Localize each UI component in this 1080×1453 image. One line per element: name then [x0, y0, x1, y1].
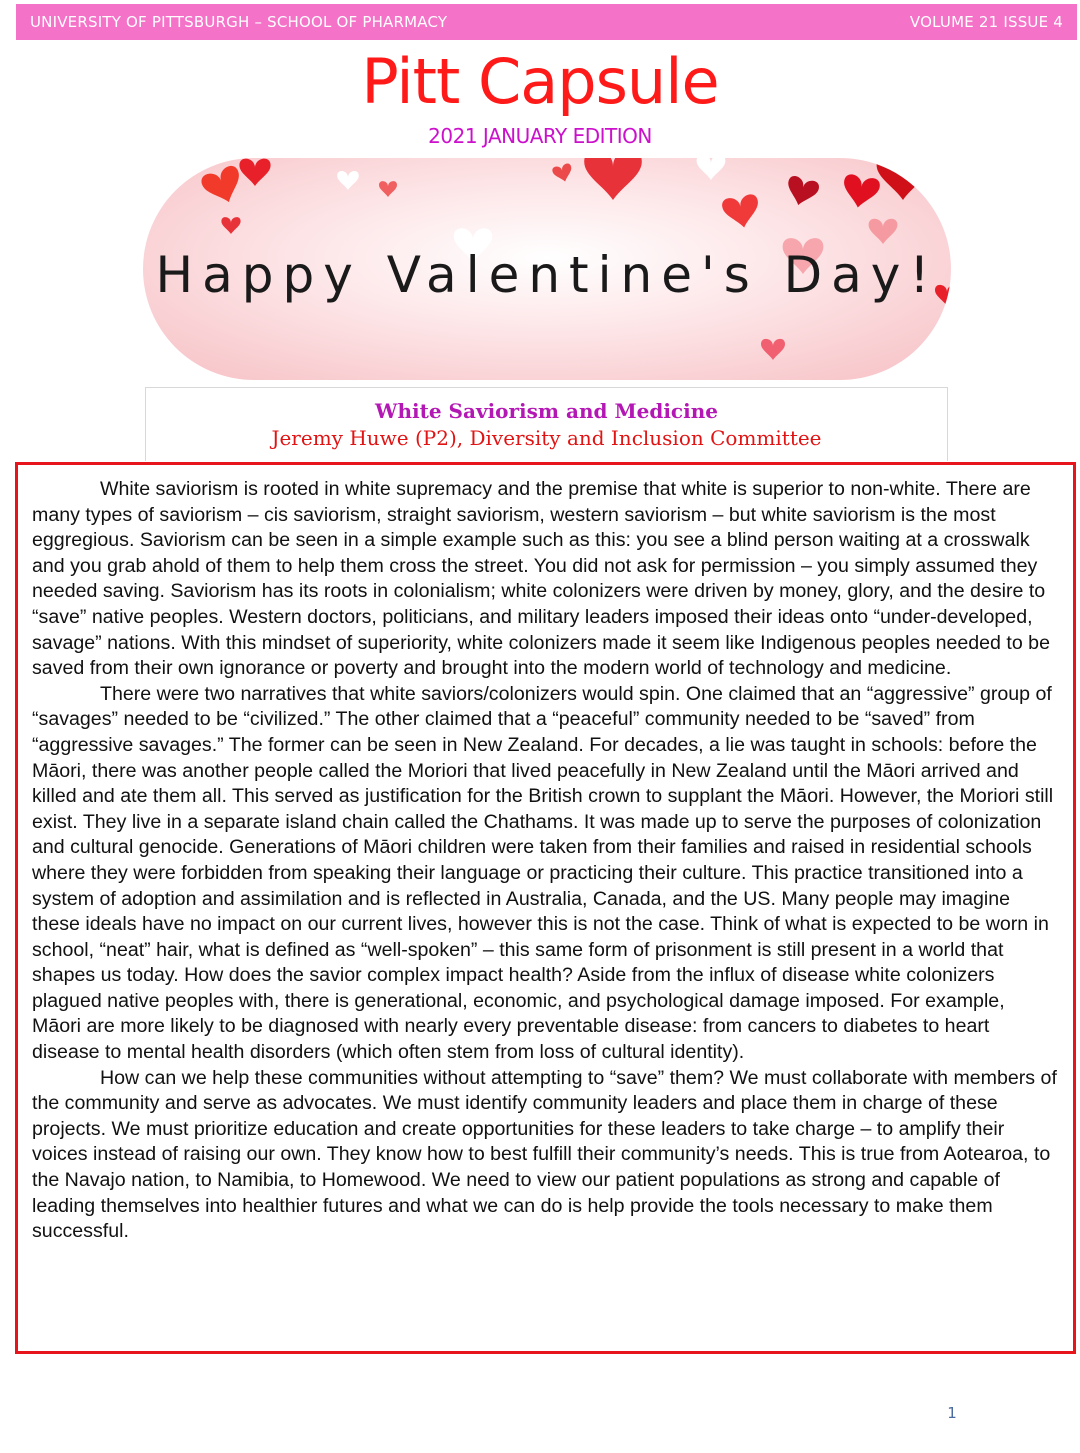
article-paragraph: How can we help these communities without attempting to “save” them? We must collaborate with members of the community and serve as advocates. We must identify community leaders and place them in charge of these projects. We must prioritize education and create opportunities for these leaders to take charge – to amplify their voices instead of raising our own. They know how to best fulfill their community’s needs. This is true from Aotearoa, to the Navajo nation, to Namibia, to Homewood. We need to view our patient populations as strong and capable of leading themselves into healthier futures and what we can do is help provide the tools necessary to make them successful. [32, 1066, 1057, 1243]
newsletter-header-bar [16, 4, 1077, 40]
article-title: White Saviorism and Medicine [375, 399, 718, 423]
article-body [15, 462, 1076, 1354]
valentines-banner [143, 158, 951, 380]
edition-label: 2021 JANUARY EDITION [428, 124, 652, 148]
header-volume-issue: VOLUME 21 ISSUE 4 [909, 13, 1063, 31]
article-paragraph: There were two narratives that white saviors/colonizers would spin. One claimed that an “aggressive” group of “savages” needed to be “civilized.” The other claimed that a “peaceful” community needed to be “saved” from “aggressive savages.” The former can be seen in New Zealand. For decades, a lie was taught in schools: before the Māori, there was another people called the Moriori that lived peacefully in New Zealand until the Māori arrived and killed and ate them all. This served as justification for the British crown to supplant the Māori. However, the Moriori still exist. They live in a separate island chain called the Chathams. It was made up to serve the purposes of colonization and cultural genocide. Generations of Māori children were taken from their families and raised in residential schools where they were forbidden from speaking their language or practicing their culture. This practice transitioned into a system of adoption and assimilation and is reflected in Australia, Canada, and the US. Many people may imagine these ideals have no impact on our current lives, however this is not the case. Think of what is expected to be worn in school, “neat” hair, what is defined as “well-spoken” – this same form of prisonment is still present in a world that shapes us today. How does the savior complex impact health? Aside from the influx of disease white colonizers plagued native peoples with, there is generational, economic, and psychological damage imposed. For example, Māori are more likely to be diagnosed with nearly every preventable disease: from cancers to diabetes to heart disease to mental health disorders (which often stem from loss of cultural identity). [32, 682, 1054, 1064]
article-byline: Jeremy Huwe (P2), Diversity and Inclusion Committee [271, 426, 822, 450]
page-number: 1 [947, 1404, 957, 1422]
article-paragraph: White saviorism is rooted in white supremacy and the premise that white is superior to non-white. There are many types of saviorism – cis saviorism, straight saviorism, western saviorism – but white saviorism is the most eggregious. Saviorism can be seen in a simple example such as this: you see a blind person waiting at a crosswalk and you grab ahold of them to help them cross the street. You did not ask for permission – you simply assumed they needed saving. Saviorism has its roots in colonialism; white colonizers were driven by money, glory, and the desire to “save” native peoples. Western doctors, politicians, and military leaders imposed their ideas onto “under-developed, savage” nations. With this mindset of superiority, white colonizers made it seem like Indigenous peoples needed to be saved from their own ignorance or poverty and brought into the modern world of technology and medicine. [32, 478, 1050, 680]
banner-greeting: Happy Valentine's Day! [155, 246, 939, 304]
article-header [145, 387, 948, 461]
header-institution: UNIVERSITY OF PITTSBURGH – SCHOOL OF PHARMACY [30, 13, 448, 31]
newsletter-title: Pitt Capsule [361, 45, 719, 118]
